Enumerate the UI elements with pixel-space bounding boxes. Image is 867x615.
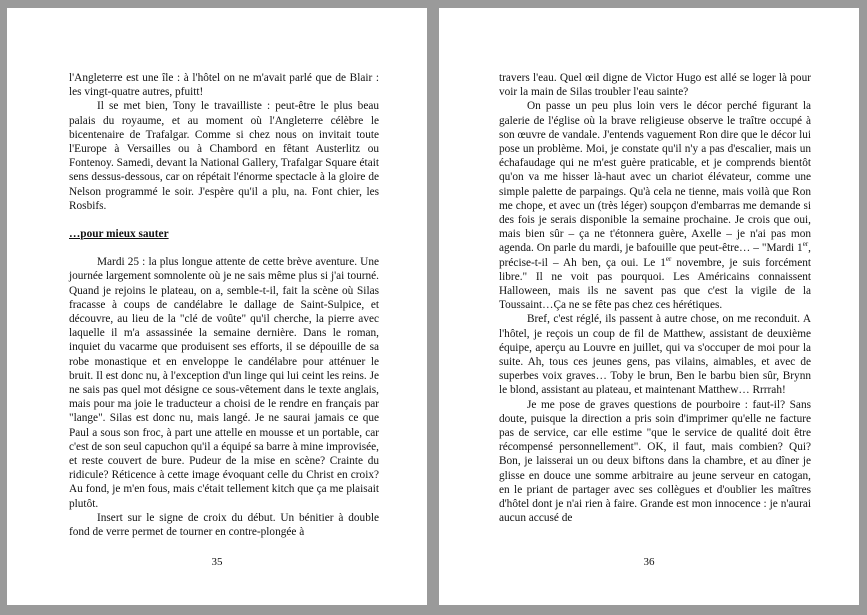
paragraph: l'Angleterre est une île : à l'hôtel on ne m'avait parlé que de Blair : les vingt-quatre autres, pfuitt! bbox=[69, 72, 379, 99]
page-number: 35 bbox=[211, 556, 223, 568]
right-page-text bbox=[499, 71, 811, 526]
paragraph: Je me pose de graves questions de pourboire : faut-il? Sans doute, puisque la direction a pris soin d'imprimer qu'elle ne facture pas de service, car elle estime "que le service de qualité doit être récompensé personnellement". OK, il faut, mais combien? Qui? Bon, je laisserai un ou deux biftons dans la chambre, et au dîner je glisse en douce une somme arbitraire au jeune serveur en catogan, en le priant de partager avec ses collègues et d'oublier les maîtres d'hôtel dont je n'ai rien à faire. Grande est mon innocence : je n'aurai aucun accusé de bbox=[499, 398, 811, 525]
right-page bbox=[439, 8, 859, 605]
text-run: novembre, je suis forcément libre." Il ne voit pas pourquoi. Les Américains connaissent Halloween, mais ils ne savent pas que c'est la vigile de la Toussaint…Ça ne se fête pas chez ces hérétiques. bbox=[499, 256, 811, 312]
page-number: 36 bbox=[643, 556, 655, 568]
paragraph: Insert sur le signe de croix du début. Un bénitier à double fond de verre permet de tourner en contre-plongée à bbox=[69, 511, 379, 539]
paragraph: Bref, c'est réglé, ils passent à autre chose, on me reconduit. A l'hôtel, je reçois un coup de fil de Matthew, assistant de deuxième équipe, aperçu au Louvre en juillet, qui va s'occuper de moi pour la suite. Ah, tous ces jeunes gens, pas vilains, aimables, et avec de superbes voix graves… Toby le brun, Ben le barbu bien sûr, Brynn le blond, assistant au plateau, et maintenant Matthew… Rrrrah! bbox=[499, 313, 811, 397]
text-run: On passe un peu plus loin vers le décor perché figurant la galerie de l'église où la brave religieuse observe le traître occupé à son œuvre de vandale. J'entends vaguement Ron dire que le décor lui pose un problème. Moi, je constate qu'il n'y a pas d'escalier, mais un échafaudage qui ne m'est guère praticable, et je comprends bientôt qu'on va me hisser là-haut avec un chariot élévateur, comme une simple palette de parpaings. Qu'à cela ne tienne, mais voilà que Ron me chope, et avec un (très léger) soupçon d'embarras me demande si des fois je serais disponible la semaine prochaine. Je crois que oui, mais bien sûr – ça ne t'étonnera guère, Axelle – je n'ai pas mon agenda. On parle du mardi, je bafouille que peut-être… – "Mardi 1 bbox=[499, 100, 811, 255]
paragraph: Il se met bien, Tony le travailliste : peut-être le plus beau palais du royaume, et au moment où l'Angleterre célèbre le bicentenaire de Trafalgar. Comme si chez nous on invitait toute l'Europe à Versailles ou à Chambord en fêtant Austerlitz ou Fontenoy. Samedi, devant la National Gallery, Trafalgar Square était sens dessus-dessous, car on répétait l'énorme spectacle à la gloire de Nelson programmé le soir. J'espère qu'il a plu, na. Font chier, les Rosbifs. bbox=[69, 100, 379, 212]
left-page bbox=[7, 8, 427, 605]
section-heading: …pour mieux sauter bbox=[69, 228, 169, 241]
left-page-text bbox=[69, 71, 379, 539]
superscript: er bbox=[665, 254, 672, 263]
text-run: , précise-t-il – Ah ben, ça oui. Le 1 bbox=[499, 242, 811, 269]
superscript: er bbox=[802, 240, 809, 249]
paragraph: Mardi 25 : la plus longue attente de cette brève aventure. Une journée largement somnolente où je ne sais même plus si j'ai tourné. Quand je rejoins le plateau, on a, semble-t-il, fait la scène où Silas fracasse à coups de candélabre le dallage de Saint-Sulpice, et découvre, au lieu de la "clé de voûte" qu'il cherche, la pierre avec laquelle il m'a assassinée la semaine dernière. Dans le roman, inquiet du vacarme que produisent ses efforts, il se dépouille de sa robe monastique et en enveloppe le candélabre pour atténuer le bruit. Il est donc nu, à l'exception d'un linge qui lui ceint les reins. Je ne sais pas quel mot désigne ce sous-vêtement dans le texte anglais, mais pour ma joie le traducteur a choisi de le rendre en français par "lange". Silas est donc nu, mais langé. Je ne saurai jamais ce que Paul a sous son froc, à part une attelle en mousse et un portable, car c'est de son seul capuchon qu'il a équipé sa barre à mine improvisée, et reste couvert de bure. Pudeur de la mise en scène? Crainte du ridicule? Réticence à cette image évoquant celle du Christ en croix? Au fond, je m'en fous, mais c'était tellement kitch que ça me plaisait plutôt. bbox=[69, 256, 379, 510]
paragraph: travers l'eau. Quel œil digne de Victor Hugo est allé se loger là pour voir la main de Silas troubler l'eau sainte? bbox=[499, 72, 811, 99]
paragraph bbox=[499, 99, 811, 312]
